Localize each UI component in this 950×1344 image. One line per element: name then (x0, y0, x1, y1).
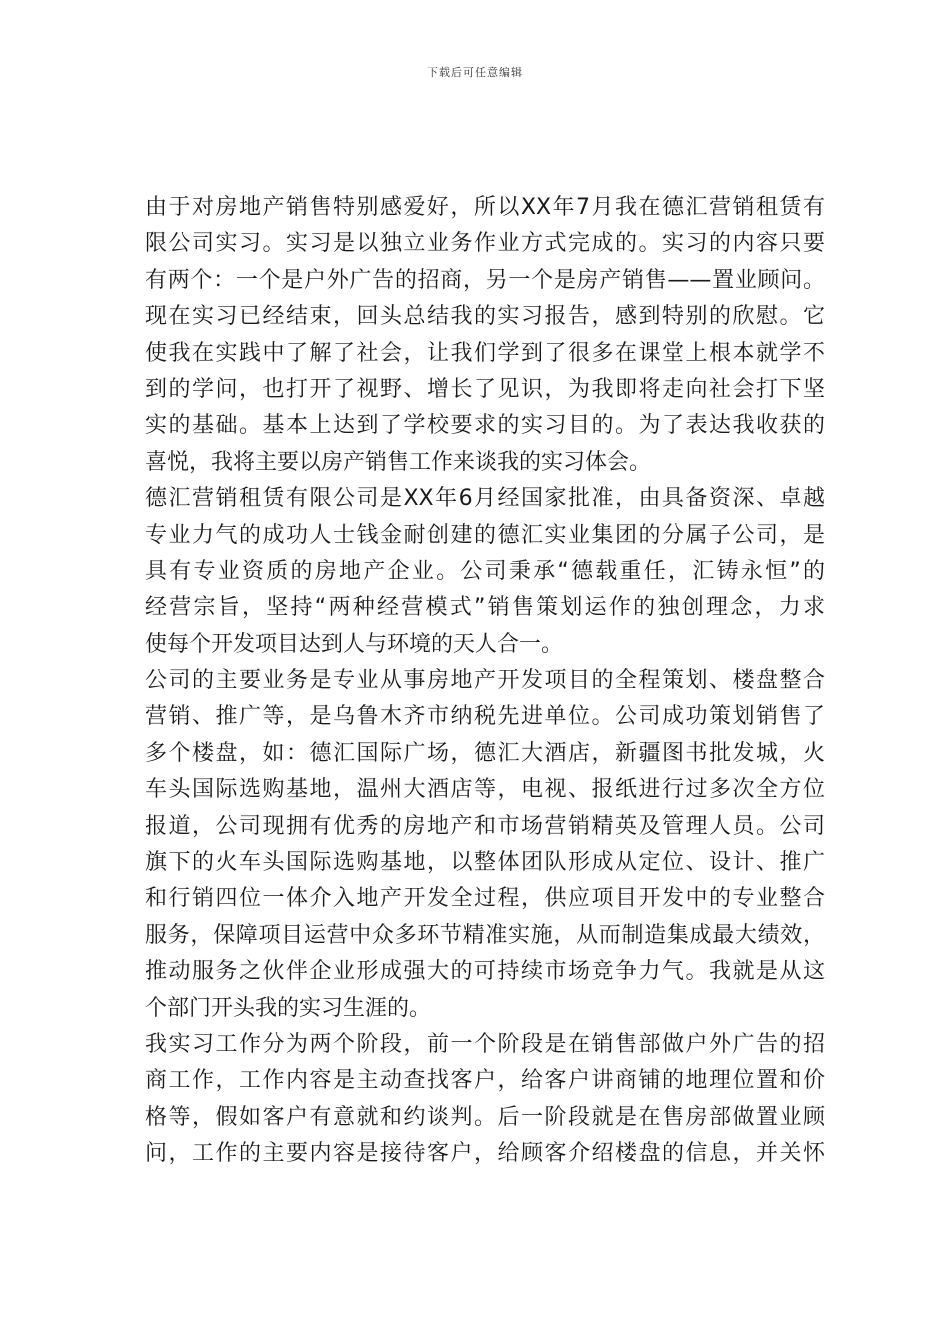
text-line: 我实习工作分为两个阶段，前一个阶段是在销售部做户外广告的招 (145, 1031, 825, 1057)
paragraph-2 (145, 481, 825, 663)
text-line: 喜悦，我将主要以房产销售工作来谈我的实习体会。 (145, 449, 652, 475)
document-body (145, 190, 825, 1173)
text-line: 个部门开头我的实习生涯的。 (145, 995, 432, 1021)
text-line: 德汇营销租赁有限公司是XX年6月经国家批准，由具备资深、卓越 (145, 486, 825, 512)
paragraph-1 (145, 190, 825, 481)
text-line: 有两个：一个是户外广告的招商，另一个是房产销售——置业顾问。 (145, 267, 825, 293)
text-line: 使我在实践中了解了社会，让我们学到了很多在课堂上根本就学不 (145, 340, 825, 366)
text-line: 到的学问，也打开了视野、增长了见识，为我即将走向社会打下坚 (145, 376, 825, 402)
paragraph-4 (145, 1027, 825, 1173)
text-line: 旗下的火车头国际选购基地，以整体团队形成从定位、设计、推广 (145, 850, 825, 876)
text-line: 推动服务之伙伴企业形成强大的可持续市场竞争力气。我就是从这 (145, 959, 825, 985)
text-line: 使每个开发项目达到人与环境的天人合一。 (145, 631, 564, 657)
text-line: 现在实习已经结束，回头总结我的实习报告，感到特别的欣慰。它 (145, 304, 825, 330)
text-line: 实的基础。基本上达到了学校要求的实习目的。为了表达我收获的 (145, 413, 825, 439)
text-line: 车头国际选购基地，温州大酒店等，电视、报纸进行过多次全方位 (145, 777, 825, 803)
text-line: 问，工作的主要内容是接待客户，给顾客介绍楼盘的信息，并关怀 (145, 1141, 825, 1167)
text-line: 格等，假如客户有意就和约谈判。后一阶段就是在售房部做置业顾 (145, 1104, 825, 1130)
paragraph-3 (145, 663, 825, 1027)
text-line: 营销、推广等，是乌鲁木齐市纳税先进单位。公司成功策划销售了 (145, 704, 825, 730)
text-line: 商工作，工作内容是主动查找客户，给客户讲商铺的地理位置和价 (145, 1068, 825, 1094)
text-line: 多个楼盘，如：德汇国际广场，德汇大酒店，新疆图书批发城，火 (145, 740, 825, 766)
text-line: 报道，公司现拥有优秀的房地产和市场营销精英及管理人员。公司 (145, 813, 825, 839)
text-line: 限公司实习。实习是以独立业务作业方式完成的。实习的内容只要 (145, 231, 825, 257)
text-line: 服务，保障项目运营中众多环节精准实施，从而制造集成最大绩效， (145, 922, 825, 948)
text-line: 经营宗旨，坚持“两种经营模式”销售策划运作的独创理念，力求 (145, 595, 825, 621)
page-header: 下载后可任意编辑 (427, 66, 523, 79)
text-line: 具有专业资质的房地产企业。公司秉承“德载重任，汇铸永恒”的 (145, 558, 825, 584)
text-line: 公司的主要业务是专业从事房地产开发项目的全程策划、楼盘整合 (145, 668, 825, 694)
text-line: 专业力气的成功人士钱金耐创建的德汇实业集团的分属子公司，是 (145, 522, 825, 548)
text-line: 和行销四位一体介入地产开发全过程，供应项目开发中的专业整合 (145, 886, 825, 912)
text-line: 由于对房地产销售特别感爱好，所以XX年7月我在德汇营销租赁有 (145, 195, 825, 220)
